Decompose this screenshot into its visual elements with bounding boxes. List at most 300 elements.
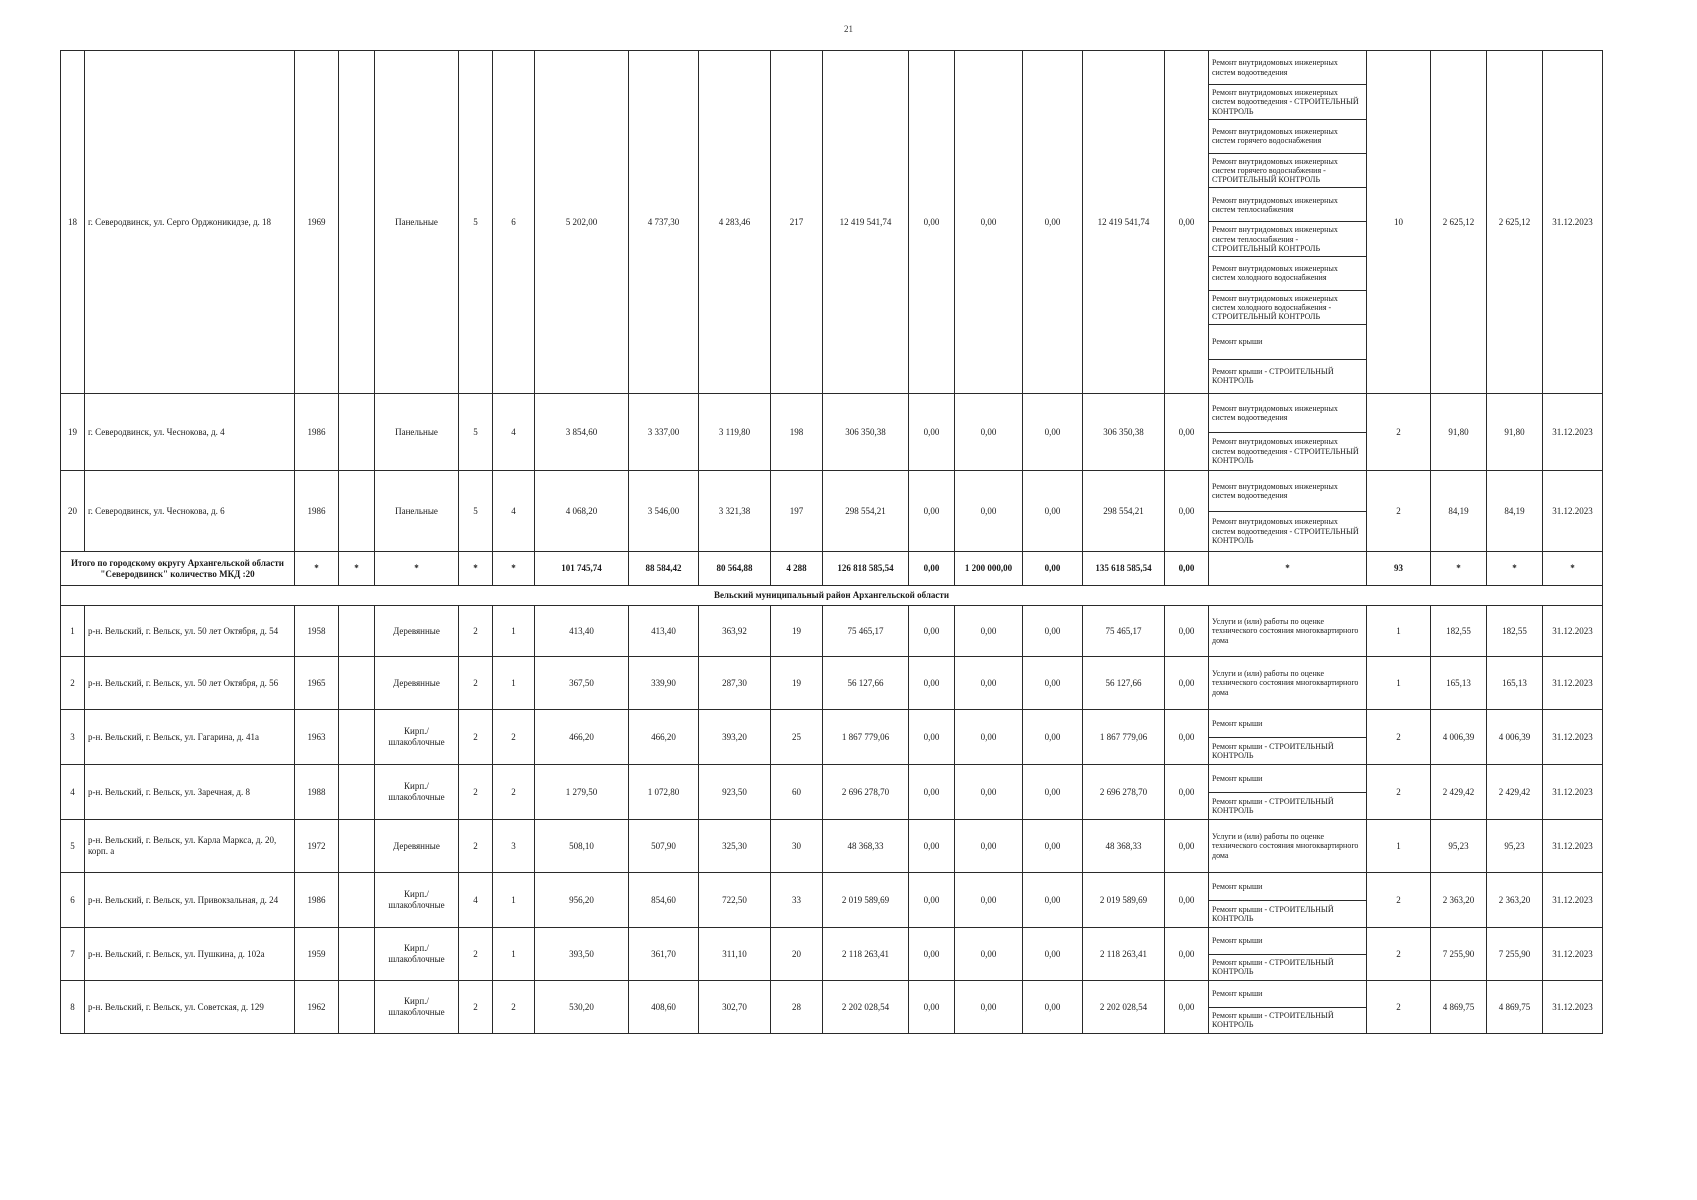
cell-entrances: 1 <box>493 873 535 928</box>
repair-program-table <box>60 50 1603 1034</box>
table-row <box>61 710 1603 765</box>
cell-owners: 2 696 278,70 <box>1083 765 1165 820</box>
cell-cost-total: 2 202 028,54 <box>823 981 909 1034</box>
cell-count: 2 <box>1367 873 1431 928</box>
section-title: Вельский муниципальный район Архангельской области <box>61 586 1603 606</box>
cell-count: 1 <box>1367 657 1431 710</box>
cell-count: 2 <box>1367 928 1431 981</box>
total-c-floors: * <box>459 552 493 586</box>
work-item: Ремонт внутридомовых инженерных систем теплоснабжения - СТРОИТЕЛЬНЫЙ КОНТРОЛЬ <box>1209 222 1367 256</box>
cell-cost-total: 2 696 278,70 <box>823 765 909 820</box>
cell-count: 2 <box>1367 981 1431 1034</box>
work-list <box>1209 394 1366 470</box>
work-item: Ремонт внутридомовых инженерных систем водоотведения <box>1209 394 1367 433</box>
work-item: Ремонт внутридомовых инженерных систем теплоснабжения <box>1209 188 1367 222</box>
cell-other: 0,00 <box>1165 657 1209 710</box>
cell-limit-cost: 4 006,39 <box>1487 710 1543 765</box>
cell-budget-region: 0,00 <box>955 765 1023 820</box>
cell-entrances: 2 <box>493 981 535 1034</box>
cell-area-owned: 393,20 <box>699 710 771 765</box>
cell-unit-cost: 182,55 <box>1431 606 1487 657</box>
cell-works <box>1209 657 1367 710</box>
cell-year: 1986 <box>295 873 339 928</box>
cell-cost-total: 75 465,17 <box>823 606 909 657</box>
cell-blank <box>339 51 375 394</box>
table-row <box>61 981 1603 1034</box>
cell-material: Деревянные <box>375 820 459 873</box>
cell-blank <box>339 657 375 710</box>
cell-count: 2 <box>1367 710 1431 765</box>
cell-floors: 2 <box>459 657 493 710</box>
cell-year: 1965 <box>295 657 339 710</box>
cell-area-total: 413,40 <box>535 606 629 657</box>
cell-n: 6 <box>61 873 85 928</box>
table-row <box>61 657 1603 710</box>
total-count: 93 <box>1367 552 1431 586</box>
cell-count: 2 <box>1367 471 1431 552</box>
cell-floors: 2 <box>459 820 493 873</box>
cell-date: 31.12.2023 <box>1543 471 1603 552</box>
work-item: Ремонт внутридомовых инженерных систем водоотведения - СТРОИТЕЛЬНЫЙ КОНТРОЛЬ <box>1209 433 1367 471</box>
cell-cost-total: 56 127,66 <box>823 657 909 710</box>
total-c-entr: * <box>493 552 535 586</box>
work-item: Ремонт внутридомовых инженерных систем водоотведения - СТРОИТЕЛЬНЫЙ КОНТРОЛЬ <box>1209 512 1367 552</box>
cell-entrances: 3 <box>493 820 535 873</box>
cell-other: 0,00 <box>1165 873 1209 928</box>
cell-budget-local: 0,00 <box>1023 873 1083 928</box>
work-item: Ремонт крыши - СТРОИТЕЛЬНЫЙ КОНТРОЛЬ <box>1209 1008 1367 1034</box>
cell-area-living: 1 072,80 <box>629 765 699 820</box>
cell-area-living: 4 737,30 <box>629 51 699 394</box>
cell-unit-cost: 91,80 <box>1431 394 1487 471</box>
cell-budget-region: 0,00 <box>955 394 1023 471</box>
cell-n: 4 <box>61 765 85 820</box>
cell-cost-total: 2 118 263,41 <box>823 928 909 981</box>
cell-area-owned: 4 283,46 <box>699 51 771 394</box>
cell-works <box>1209 471 1367 552</box>
cell-n: 20 <box>61 471 85 552</box>
cell-entrances: 4 <box>493 394 535 471</box>
cell-floors: 4 <box>459 873 493 928</box>
cell-date: 31.12.2023 <box>1543 873 1603 928</box>
total-area-total: 101 745,74 <box>535 552 629 586</box>
total-c-material: * <box>375 552 459 586</box>
cell-limit-cost: 182,55 <box>1487 606 1543 657</box>
cell-fund: 0,00 <box>909 873 955 928</box>
cell-owners: 2 202 028,54 <box>1083 981 1165 1034</box>
total-c-year: * <box>295 552 339 586</box>
cell-owners: 1 867 779,06 <box>1083 710 1165 765</box>
cell-material: Деревянные <box>375 606 459 657</box>
cell-other: 0,00 <box>1165 394 1209 471</box>
cell-other: 0,00 <box>1165 710 1209 765</box>
cell-area-owned: 3 321,38 <box>699 471 771 552</box>
cell-blank <box>339 606 375 657</box>
cell-works <box>1209 765 1367 820</box>
data-table <box>60 50 1603 1034</box>
cell-budget-local: 0,00 <box>1023 657 1083 710</box>
cell-entrances: 2 <box>493 765 535 820</box>
cell-budget-local: 0,00 <box>1023 710 1083 765</box>
cell-floors: 2 <box>459 710 493 765</box>
cell-limit-cost: 84,19 <box>1487 471 1543 552</box>
cell-cost-total: 48 368,33 <box>823 820 909 873</box>
cell-material: Кирп./ шлакоблочные <box>375 873 459 928</box>
cell-addr: р-н. Вельский, г. Вельск, ул. Карла Маркса, д. 20, корп. а <box>85 820 295 873</box>
cell-area-total: 4 068,20 <box>535 471 629 552</box>
cell-works <box>1209 394 1367 471</box>
cell-budget-local: 0,00 <box>1023 471 1083 552</box>
cell-area-owned: 302,70 <box>699 981 771 1034</box>
cell-limit-cost: 2 625,12 <box>1487 51 1543 394</box>
cell-fund: 0,00 <box>909 928 955 981</box>
cell-floors: 2 <box>459 765 493 820</box>
cell-other: 0,00 <box>1165 820 1209 873</box>
cell-blank <box>339 765 375 820</box>
work-item: Ремонт крыши - СТРОИТЕЛЬНЫЙ КОНТРОЛЬ <box>1209 793 1367 820</box>
cell-budget-region: 0,00 <box>955 928 1023 981</box>
cell-area-total: 956,20 <box>535 873 629 928</box>
cell-budget-local: 0,00 <box>1023 51 1083 394</box>
cell-area-living: 361,70 <box>629 928 699 981</box>
cell-fund: 0,00 <box>909 394 955 471</box>
cell-fund: 0,00 <box>909 657 955 710</box>
cell-addr: р-н. Вельский, г. Вельск, ул. 50 лет Октября, д. 54 <box>85 606 295 657</box>
cell-area-total: 3 854,60 <box>535 394 629 471</box>
total-residents: 4 288 <box>771 552 823 586</box>
cell-area-total: 5 202,00 <box>535 51 629 394</box>
total-date: * <box>1543 552 1603 586</box>
work-item: Ремонт крыши - СТРОИТЕЛЬНЫЙ КОНТРОЛЬ <box>1209 738 1367 765</box>
work-item: Услуги и (или) работы по оценке технического состояния многоквартирного дома <box>1209 657 1367 709</box>
section-row <box>61 586 1603 606</box>
cell-cost-total: 12 419 541,74 <box>823 51 909 394</box>
cell-date: 31.12.2023 <box>1543 765 1603 820</box>
cell-owners: 56 127,66 <box>1083 657 1165 710</box>
work-list <box>1209 928 1366 980</box>
cell-entrances: 2 <box>493 710 535 765</box>
cell-material: Кирп./ шлакоблочные <box>375 928 459 981</box>
cell-works <box>1209 928 1367 981</box>
cell-residents: 20 <box>771 928 823 981</box>
cell-budget-region: 0,00 <box>955 657 1023 710</box>
cell-fund: 0,00 <box>909 765 955 820</box>
cell-date: 31.12.2023 <box>1543 51 1603 394</box>
work-item: Ремонт крыши <box>1209 873 1367 901</box>
cell-unit-cost: 4 869,75 <box>1431 981 1487 1034</box>
total-other: 0,00 <box>1165 552 1209 586</box>
work-item: Услуги и (или) работы по оценке технического состояния многоквартирного дома <box>1209 606 1367 656</box>
work-list <box>1209 657 1366 709</box>
cell-area-living: 3 337,00 <box>629 394 699 471</box>
cell-cost-total: 306 350,38 <box>823 394 909 471</box>
cell-date: 31.12.2023 <box>1543 981 1603 1034</box>
cell-fund: 0,00 <box>909 981 955 1034</box>
cell-addr: р-н. Вельский, г. Вельск, ул. Пушкина, д. 102а <box>85 928 295 981</box>
total-works: * <box>1209 552 1367 586</box>
cell-year: 1986 <box>295 394 339 471</box>
cell-cost-total: 2 019 589,69 <box>823 873 909 928</box>
cell-addr: г. Северодвинск, ул. Серго Орджоникидзе, д. 18 <box>85 51 295 394</box>
cell-area-owned: 923,50 <box>699 765 771 820</box>
work-list <box>1209 606 1366 656</box>
total-area-living: 88 584,42 <box>629 552 699 586</box>
cell-blank <box>339 820 375 873</box>
cell-unit-cost: 84,19 <box>1431 471 1487 552</box>
cell-material: Кирп./ шлакоблочные <box>375 765 459 820</box>
cell-addr: г. Северодвинск, ул. Чеснокова, д. 6 <box>85 471 295 552</box>
cell-other: 0,00 <box>1165 928 1209 981</box>
cell-works <box>1209 820 1367 873</box>
work-item: Ремонт внутридомовых инженерных систем горячего водоснабжения - СТРОИТЕЛЬНЫЙ КОНТРОЛЬ <box>1209 154 1367 188</box>
work-list <box>1209 873 1366 927</box>
cell-other: 0,00 <box>1165 471 1209 552</box>
work-item: Ремонт крыши <box>1209 710 1367 738</box>
cell-fund: 0,00 <box>909 820 955 873</box>
cell-works <box>1209 51 1367 394</box>
cell-material: Панельные <box>375 394 459 471</box>
cell-blank <box>339 928 375 981</box>
table-row <box>61 820 1603 873</box>
cell-area-owned: 287,30 <box>699 657 771 710</box>
cell-floors: 5 <box>459 471 493 552</box>
cell-count: 1 <box>1367 606 1431 657</box>
cell-area-living: 413,40 <box>629 606 699 657</box>
work-item: Ремонт внутридомовых инженерных систем горячего водоснабжения <box>1209 120 1367 154</box>
cell-limit-cost: 165,13 <box>1487 657 1543 710</box>
cell-area-total: 393,50 <box>535 928 629 981</box>
work-list <box>1209 51 1366 393</box>
work-list <box>1209 710 1366 764</box>
cell-unit-cost: 4 006,39 <box>1431 710 1487 765</box>
page-number: 21 <box>844 24 853 34</box>
cell-n: 7 <box>61 928 85 981</box>
cell-entrances: 1 <box>493 928 535 981</box>
total-fund: 0,00 <box>909 552 955 586</box>
cell-year: 1958 <box>295 606 339 657</box>
cell-works <box>1209 981 1367 1034</box>
cell-owners: 12 419 541,74 <box>1083 51 1165 394</box>
work-item: Ремонт крыши <box>1209 981 1367 1008</box>
cell-budget-region: 0,00 <box>955 51 1023 394</box>
cell-works <box>1209 710 1367 765</box>
cell-year: 1969 <box>295 51 339 394</box>
total-budget-local: 0,00 <box>1023 552 1083 586</box>
cell-blank <box>339 710 375 765</box>
cell-n: 5 <box>61 820 85 873</box>
cell-area-total: 466,20 <box>535 710 629 765</box>
cell-unit-cost: 2 625,12 <box>1431 51 1487 394</box>
cell-unit-cost: 2 429,42 <box>1431 765 1487 820</box>
cell-area-living: 507,90 <box>629 820 699 873</box>
table-row <box>61 606 1603 657</box>
cell-blank <box>339 394 375 471</box>
cell-material: Панельные <box>375 51 459 394</box>
cell-material: Кирп./ шлакоблочные <box>375 981 459 1034</box>
cell-residents: 60 <box>771 765 823 820</box>
cell-residents: 28 <box>771 981 823 1034</box>
cell-limit-cost: 7 255,90 <box>1487 928 1543 981</box>
cell-budget-region: 0,00 <box>955 981 1023 1034</box>
cell-year: 1972 <box>295 820 339 873</box>
table-row <box>61 873 1603 928</box>
cell-material: Кирп./ шлакоблочные <box>375 710 459 765</box>
cell-unit-cost: 2 363,20 <box>1431 873 1487 928</box>
work-item: Ремонт крыши <box>1209 928 1367 955</box>
cell-area-total: 367,50 <box>535 657 629 710</box>
cell-area-total: 530,20 <box>535 981 629 1034</box>
cell-year: 1963 <box>295 710 339 765</box>
cell-other: 0,00 <box>1165 51 1209 394</box>
cell-area-total: 1 279,50 <box>535 765 629 820</box>
cell-fund: 0,00 <box>909 606 955 657</box>
cell-owners: 75 465,17 <box>1083 606 1165 657</box>
cell-budget-local: 0,00 <box>1023 928 1083 981</box>
table-row <box>61 765 1603 820</box>
work-item: Ремонт внутридомовых инженерных систем водоотведения - СТРОИТЕЛЬНЫЙ КОНТРОЛЬ <box>1209 85 1367 119</box>
cell-other: 0,00 <box>1165 981 1209 1034</box>
cell-works <box>1209 873 1367 928</box>
work-item: Ремонт внутридомовых инженерных систем водоотведения <box>1209 471 1367 512</box>
cell-n: 19 <box>61 394 85 471</box>
cell-material: Деревянные <box>375 657 459 710</box>
cell-floors: 2 <box>459 928 493 981</box>
cell-year: 1988 <box>295 765 339 820</box>
work-item: Услуги и (или) работы по оценке технического состояния многоквартирного дома <box>1209 820 1367 872</box>
table-row <box>61 394 1603 471</box>
cell-fund: 0,00 <box>909 471 955 552</box>
cell-limit-cost: 91,80 <box>1487 394 1543 471</box>
cell-other: 0,00 <box>1165 765 1209 820</box>
cell-budget-local: 0,00 <box>1023 981 1083 1034</box>
total-area-owned: 80 564,88 <box>699 552 771 586</box>
cell-material: Панельные <box>375 471 459 552</box>
cell-n: 2 <box>61 657 85 710</box>
cell-limit-cost: 95,23 <box>1487 820 1543 873</box>
cell-residents: 217 <box>771 51 823 394</box>
work-item: Ремонт крыши <box>1209 325 1367 359</box>
cell-owners: 306 350,38 <box>1083 394 1165 471</box>
total-row <box>61 552 1603 586</box>
cell-area-living: 408,60 <box>629 981 699 1034</box>
cell-entrances: 4 <box>493 471 535 552</box>
work-list <box>1209 471 1366 551</box>
cell-date: 31.12.2023 <box>1543 394 1603 471</box>
cell-addr: р-н. Вельский, г. Вельск, ул. Советская, д. 129 <box>85 981 295 1034</box>
cell-count: 2 <box>1367 765 1431 820</box>
work-list <box>1209 820 1366 872</box>
cell-budget-local: 0,00 <box>1023 820 1083 873</box>
cell-floors: 5 <box>459 394 493 471</box>
cell-budget-region: 0,00 <box>955 710 1023 765</box>
work-item: Ремонт крыши - СТРОИТЕЛЬНЫЙ КОНТРОЛЬ <box>1209 955 1367 981</box>
cell-limit-cost: 4 869,75 <box>1487 981 1543 1034</box>
cell-area-owned: 311,10 <box>699 928 771 981</box>
cell-area-total: 508,10 <box>535 820 629 873</box>
cell-budget-region: 0,00 <box>955 471 1023 552</box>
cell-n: 18 <box>61 51 85 394</box>
work-list <box>1209 765 1366 819</box>
cell-addr: р-н. Вельский, г. Вельск, ул. Гагарина, д. 41а <box>85 710 295 765</box>
cell-year: 1959 <box>295 928 339 981</box>
cell-area-living: 3 546,00 <box>629 471 699 552</box>
cell-n: 1 <box>61 606 85 657</box>
cell-limit-cost: 2 363,20 <box>1487 873 1543 928</box>
cell-addr: р-н. Вельский, г. Вельск, ул. Привокзальная, д. 24 <box>85 873 295 928</box>
cell-entrances: 1 <box>493 657 535 710</box>
cell-residents: 197 <box>771 471 823 552</box>
cell-unit-cost: 165,13 <box>1431 657 1487 710</box>
cell-area-owned: 722,50 <box>699 873 771 928</box>
work-list <box>1209 981 1366 1033</box>
work-item: Ремонт внутридомовых инженерных систем водоотведения <box>1209 51 1367 85</box>
table-row <box>61 471 1603 552</box>
cell-owners: 2 019 589,69 <box>1083 873 1165 928</box>
cell-other: 0,00 <box>1165 606 1209 657</box>
cell-date: 31.12.2023 <box>1543 657 1603 710</box>
work-item: Ремонт крыши - СТРОИТЕЛЬНЫЙ КОНТРОЛЬ <box>1209 360 1367 393</box>
total-unit-cost: * <box>1431 552 1487 586</box>
cell-fund: 0,00 <box>909 51 955 394</box>
total-cost-total: 126 818 585,54 <box>823 552 909 586</box>
cell-n: 8 <box>61 981 85 1034</box>
cell-limit-cost: 2 429,42 <box>1487 765 1543 820</box>
cell-area-owned: 325,30 <box>699 820 771 873</box>
cell-residents: 33 <box>771 873 823 928</box>
total-budget-region: 1 200 000,00 <box>955 552 1023 586</box>
table-row <box>61 51 1603 394</box>
cell-unit-cost: 95,23 <box>1431 820 1487 873</box>
cell-residents: 19 <box>771 606 823 657</box>
cell-floors: 2 <box>459 981 493 1034</box>
cell-n: 3 <box>61 710 85 765</box>
cell-cost-total: 1 867 779,06 <box>823 710 909 765</box>
cell-fund: 0,00 <box>909 710 955 765</box>
cell-date: 31.12.2023 <box>1543 606 1603 657</box>
total-label: Итого по городскому округу Архангельской области "Северодвинск" количество МКД :20 <box>61 552 295 586</box>
cell-residents: 30 <box>771 820 823 873</box>
cell-floors: 5 <box>459 51 493 394</box>
table-row <box>61 928 1603 981</box>
total-limit-cost: * <box>1487 552 1543 586</box>
cell-budget-local: 0,00 <box>1023 394 1083 471</box>
cell-area-living: 466,20 <box>629 710 699 765</box>
cell-count: 1 <box>1367 820 1431 873</box>
cell-residents: 19 <box>771 657 823 710</box>
total-owners: 135 618 585,54 <box>1083 552 1165 586</box>
cell-entrances: 6 <box>493 51 535 394</box>
total-c-blank: * <box>339 552 375 586</box>
cell-date: 31.12.2023 <box>1543 820 1603 873</box>
cell-blank <box>339 471 375 552</box>
cell-owners: 298 554,21 <box>1083 471 1165 552</box>
cell-owners: 48 368,33 <box>1083 820 1165 873</box>
cell-unit-cost: 7 255,90 <box>1431 928 1487 981</box>
cell-addr: г. Северодвинск, ул. Чеснокова, д. 4 <box>85 394 295 471</box>
cell-residents: 198 <box>771 394 823 471</box>
cell-budget-region: 0,00 <box>955 606 1023 657</box>
work-item: Ремонт крыши <box>1209 765 1367 793</box>
cell-date: 31.12.2023 <box>1543 710 1603 765</box>
cell-count: 10 <box>1367 51 1431 394</box>
work-item: Ремонт крыши - СТРОИТЕЛЬНЫЙ КОНТРОЛЬ <box>1209 901 1367 928</box>
cell-area-living: 339,90 <box>629 657 699 710</box>
cell-works <box>1209 606 1367 657</box>
cell-floors: 2 <box>459 606 493 657</box>
cell-area-owned: 363,92 <box>699 606 771 657</box>
cell-year: 1962 <box>295 981 339 1034</box>
cell-date: 31.12.2023 <box>1543 928 1603 981</box>
